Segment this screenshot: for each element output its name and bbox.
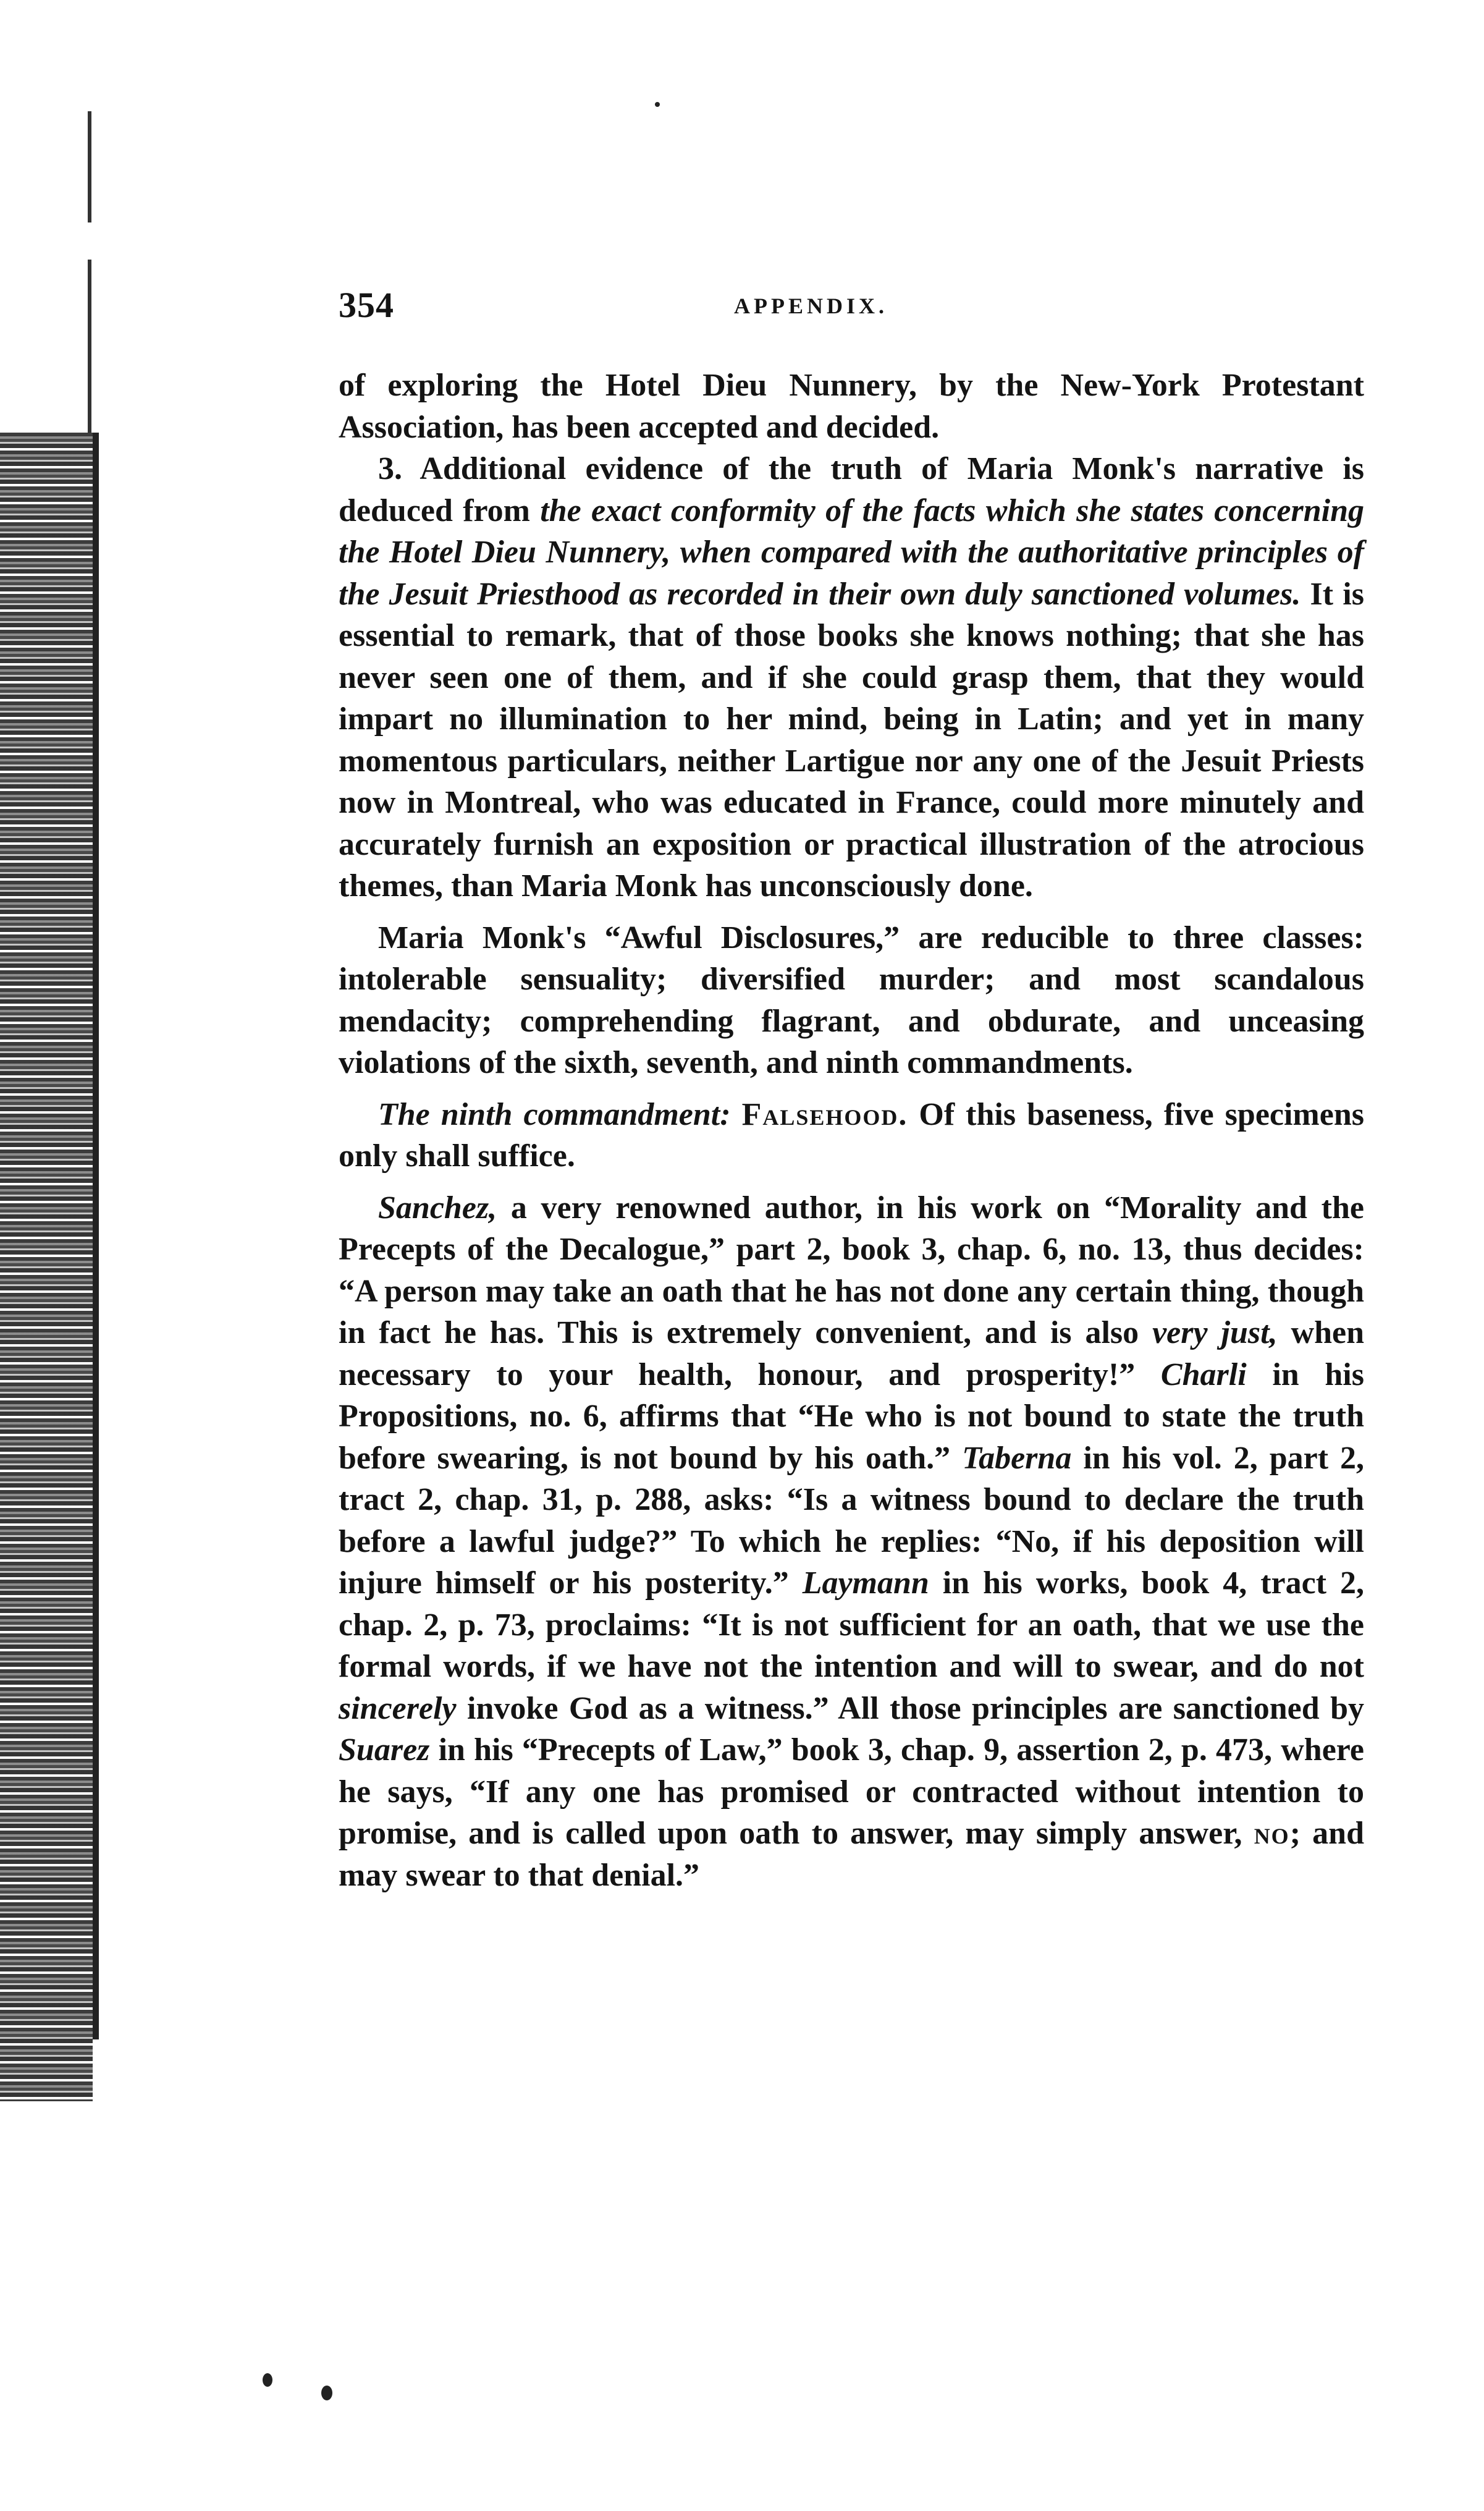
scan-binding-line bbox=[93, 433, 99, 2039]
author-name: Sanchez, bbox=[378, 1190, 497, 1226]
text-run: a very renowned author, in his work on “Morality and the Precepts of the Decalogue,” part 2, book 3, chap. 6, no. 13, thus decides: “A person may take an oath that he has not done any certain thing, though in fact he has. This is extremely convenient, and is also bbox=[339, 1190, 1364, 1350]
emphasis-text: the exact conformity of the facts which she states concerning the Hotel Dieu Nunnery, when compared with the authoritative principles of the Jesuit Priesthood as recorded in their own duly sanctioned volumes. bbox=[339, 493, 1364, 612]
scan-margin-mark bbox=[88, 111, 91, 222]
author-name: Laymann bbox=[802, 1565, 929, 1601]
text-run: when necessary to your health, honour, and prosperity!” bbox=[339, 1315, 1364, 1392]
text-run: ; and may swear to that denial.” bbox=[339, 1816, 1365, 1893]
text-run: invoke God as a witness.” All those principles are sanctioned by bbox=[456, 1690, 1364, 1726]
scan-margin-mark bbox=[88, 260, 91, 433]
paragraph-disclosures: Maria Monk's “Awful Disclosures,” are reducible to three classes: intolerable sensuality; diversified murder; and most scandalous mendacity; comprehending flagrant, and obdurate, and unceasing violations of the sixth, seventh, and ninth commandments. bbox=[339, 920, 1364, 1080]
running-head: APPENDIX. bbox=[734, 294, 888, 318]
author-name: Charli bbox=[1160, 1357, 1247, 1392]
text-run: in his Propositions, no. 6, affirms that “He who is not bound to state the truth before swearing, is not bound by his oath.” bbox=[339, 1357, 1364, 1476]
scan-speck bbox=[321, 2386, 332, 2400]
text-run: Of this baseness, five specimens only shall suffice. bbox=[339, 1096, 1364, 1174]
scan-speck bbox=[263, 2373, 272, 2387]
emphasis-text: very just, bbox=[1152, 1315, 1278, 1350]
emphasis-text: The ninth commandment: bbox=[378, 1096, 731, 1132]
page-number: 354 bbox=[339, 285, 394, 325]
paragraph-ninth-commandment bbox=[339, 1094, 1364, 1177]
small-caps-text: Falsehood. bbox=[741, 1096, 908, 1132]
emphasis-text: sincerely bbox=[339, 1690, 457, 1726]
text-run: in his “Precepts of Law,” book 3, chap. 9, assertion 2, p. 473, where he says, “If any one has promised or contracted without intention to promise, and is called upon oath to answer, may simply answer, bbox=[339, 1732, 1364, 1851]
scan-binding-edge bbox=[0, 433, 93, 2101]
paragraph-specimens bbox=[339, 1187, 1364, 1897]
text-run: It is essential to remark, that of those books she knows nothing; that she has never seen one of them, and if she could grasp them, that they would impart no illumination to her mind, being in Latin; and yet in many momentous particulars, neither Lartigue nor any one of the Jesuit Priests now in Montreal, who was educated in France, could more minutely and accurately furnish an exposition or practical illustration of the atrocious themes, than Maria Monk has unconsciously done. bbox=[339, 576, 1364, 904]
author-name: Suarez bbox=[339, 1732, 430, 1768]
scan-speck bbox=[655, 102, 660, 107]
text-run: 3. Additional evidence of the truth of Maria Monk's narrative is deduced from bbox=[339, 451, 1364, 528]
author-name: Taberna bbox=[962, 1440, 1072, 1476]
book-page bbox=[339, 284, 1364, 1896]
page-header bbox=[339, 284, 1364, 340]
body-text bbox=[339, 365, 1364, 1896]
text-run: in his vol. 2, part 2, tract 2, chap. 31, p. 288, asks: “Is a witness bound to declare the truth before a lawful judge?” To which he replies: “No, if his deposition will injure himself or his posterity.” bbox=[339, 1440, 1364, 1601]
paragraph-continuation: of exploring the Hotel Dieu Nunnery, by the New-York Protestant Association, has been accepted and decided. bbox=[339, 368, 1364, 445]
text-run: in his works, book 4, tract 2, chap. 2, p. 73, proclaims: “It is not sufficient for an oath, that we use the formal words, if we have not the intention and will to swear, and do not bbox=[339, 1565, 1364, 1684]
paragraph-evidence bbox=[339, 448, 1364, 907]
small-caps-text: no bbox=[1254, 1816, 1290, 1851]
